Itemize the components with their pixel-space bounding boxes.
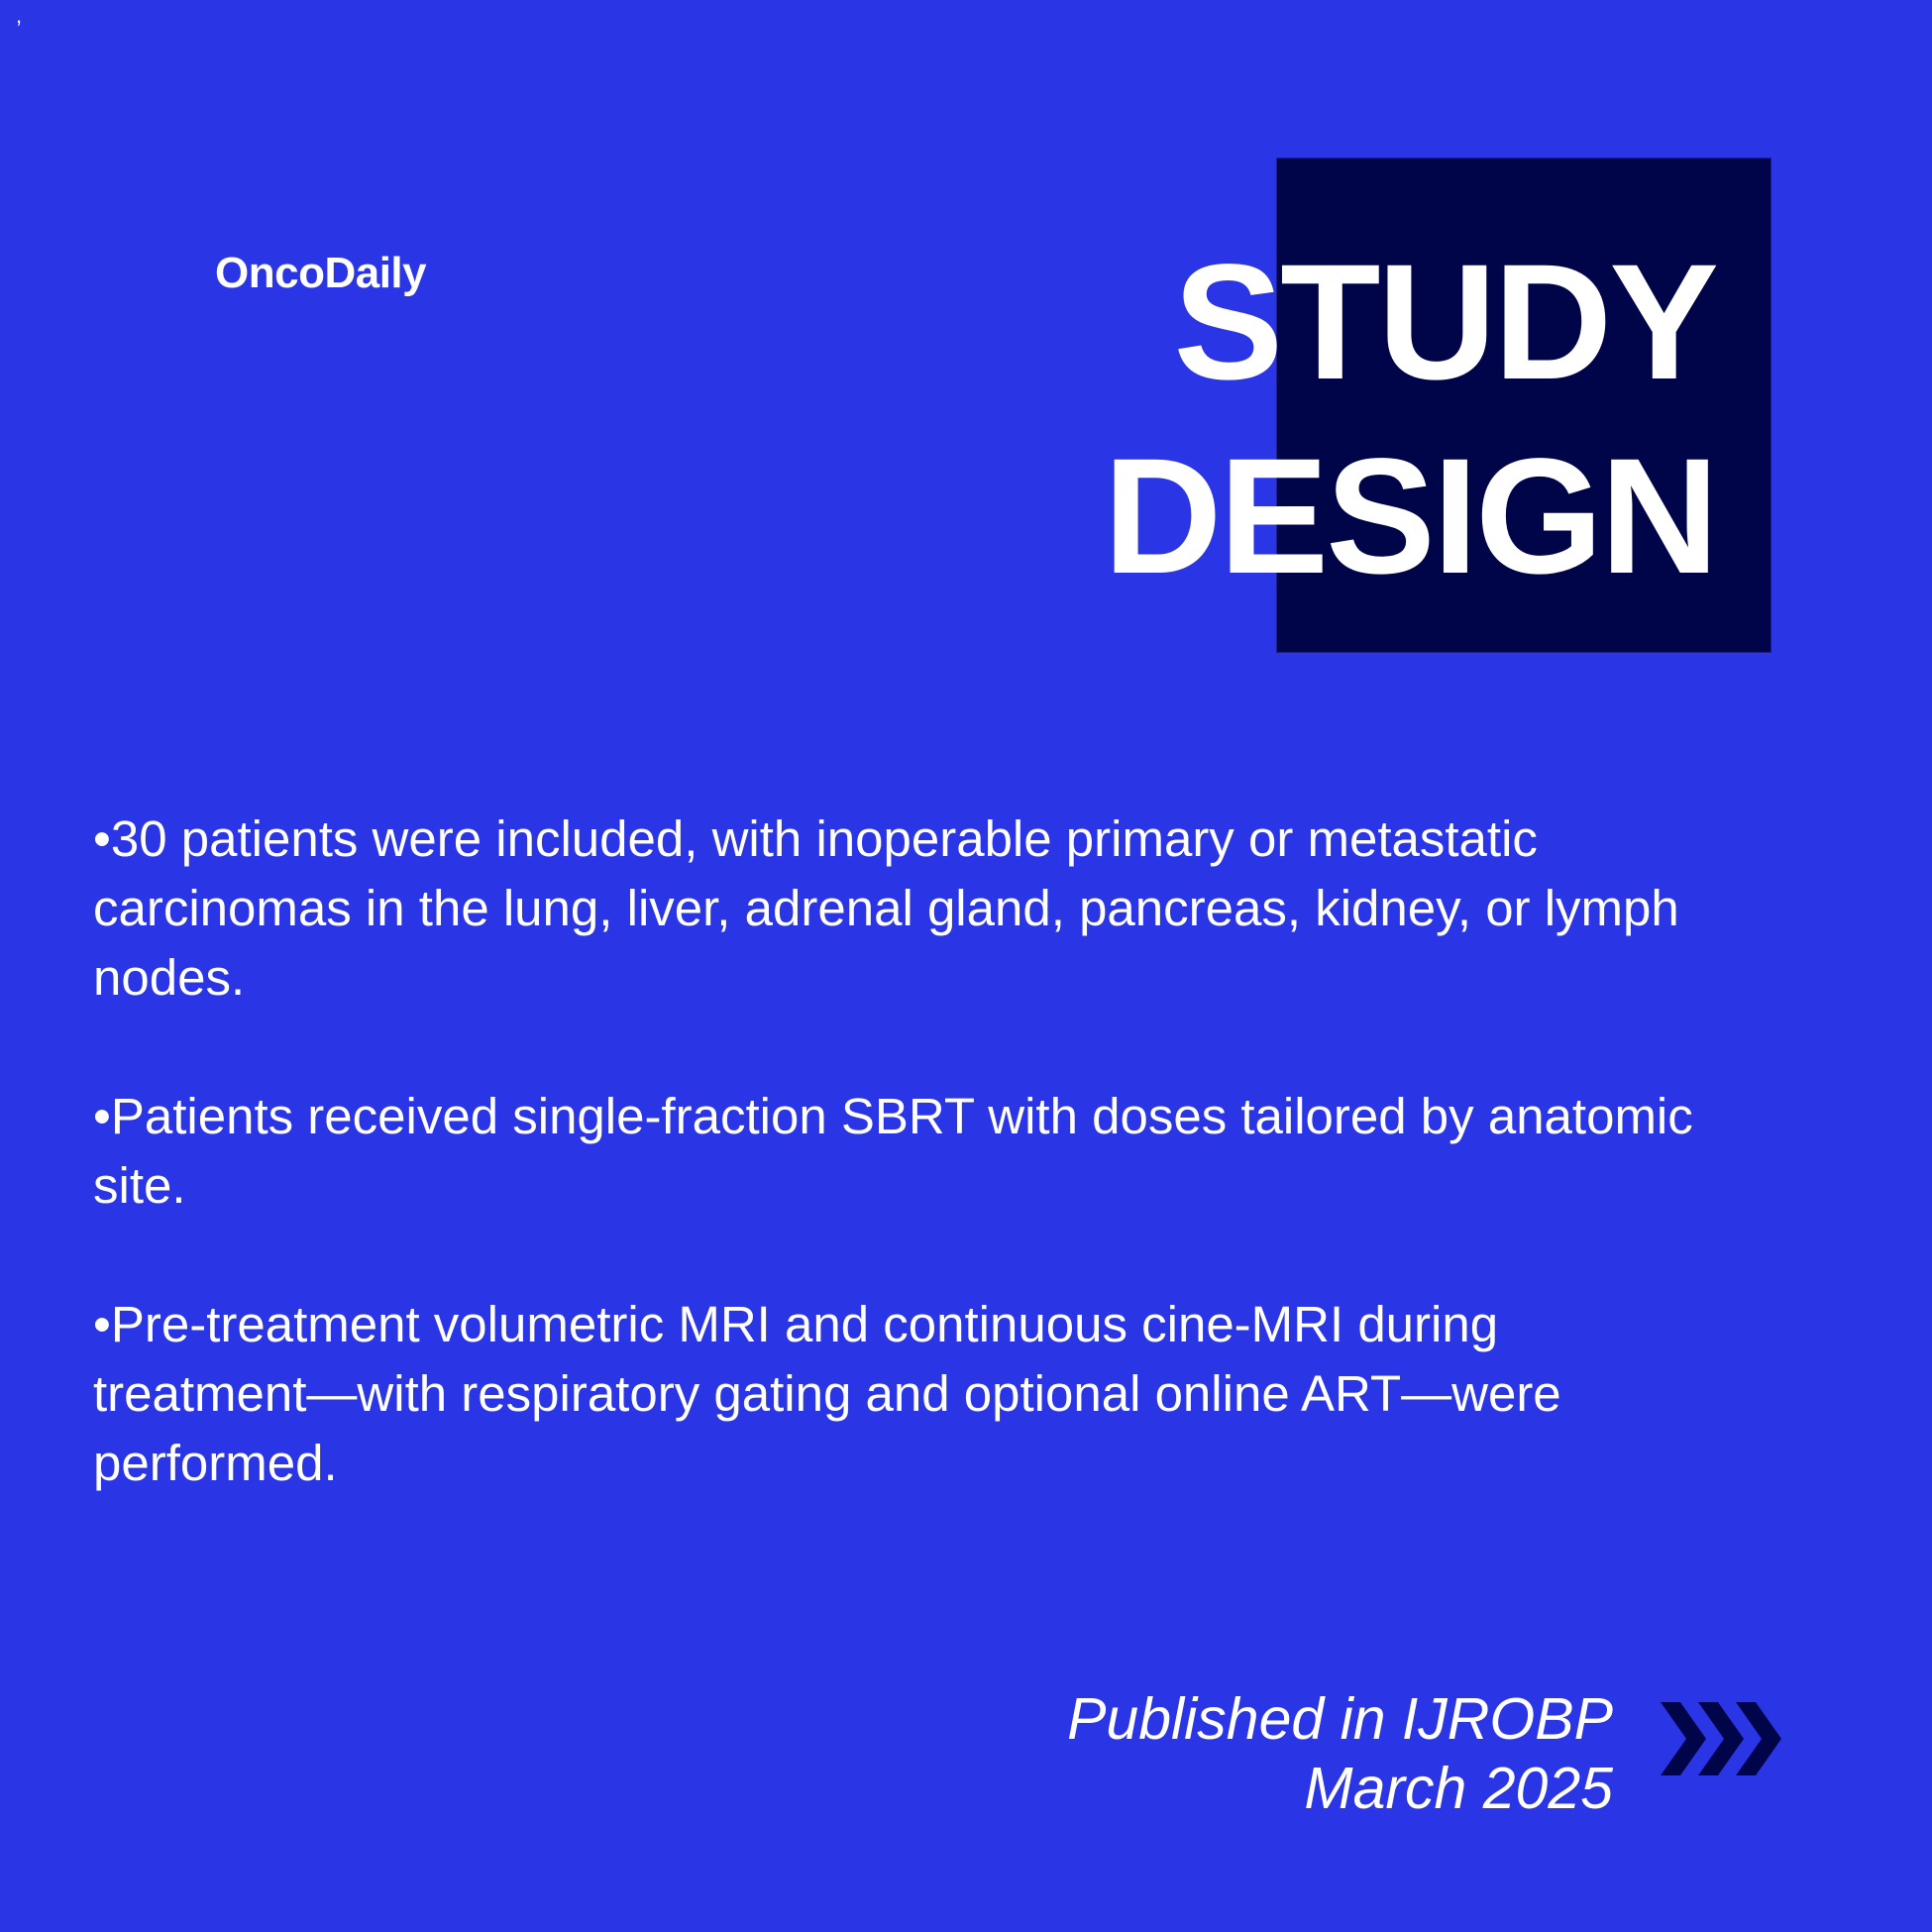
- publication-info: [1067, 1684, 1613, 1823]
- page-title: [1104, 226, 1716, 614]
- title-line-2: DESIGN: [1103, 425, 1716, 608]
- chevron-group: [1661, 1702, 1781, 1775]
- bullet-item: •Pre-treatment volumetric MRI and continuous cine-MRI during treatment—with respiratory gating and optional online ART—were performed.: [93, 1296, 1561, 1491]
- brand-name: OncoDaily: [215, 249, 427, 297]
- publication-journal: Published in IJROBP: [1067, 1686, 1613, 1752]
- publication-date: March 2025: [1304, 1756, 1613, 1821]
- bullet-list: [93, 805, 1698, 1567]
- corner-mark: ,: [16, 3, 23, 28]
- bullet-item: •Patients received single-fraction SBRT with doses tailored by anatomic site.: [93, 1088, 1693, 1214]
- chevron-right-icon: [1661, 1702, 1706, 1775]
- title-line-1: STUDY: [1173, 231, 1716, 414]
- bullet-item: •30 patients were included, with inoperable primary or metastatic carcinomas in the lung, liver, adrenal gland, pancreas, kidney, or lymph nodes.: [93, 810, 1679, 1006]
- triple-chevron-right-icon[interactable]: [1661, 1702, 1801, 1775]
